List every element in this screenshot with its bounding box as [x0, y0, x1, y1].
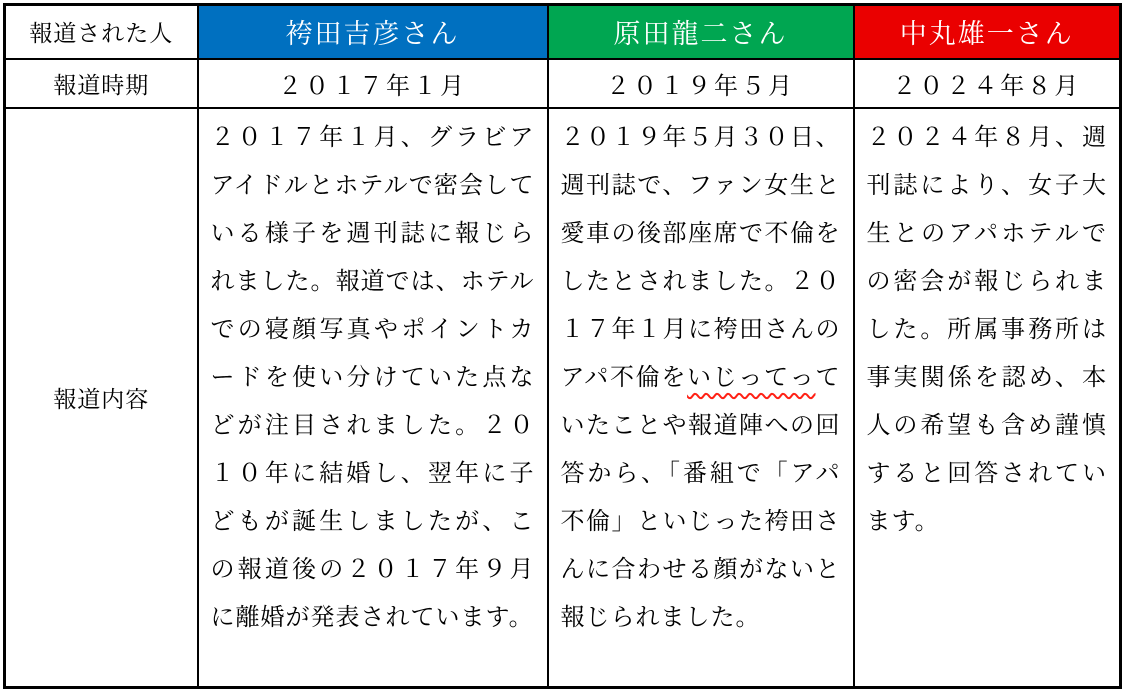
person-header-cell: 袴田吉彦さん — [198, 5, 548, 59]
content-text-pre: ２０２４年８月、週刊誌により、女子大生とのアパホテルでの密会が報じられました。所属事務所は事実関係を認め、本人の希望も含め謹慎すると回答されています。 — [866, 123, 1107, 535]
report-content-cell — [198, 108, 548, 688]
report-content-text — [199, 109, 547, 644]
report-content-text — [855, 109, 1120, 548]
report-content-text — [549, 109, 853, 644]
comparison-table — [3, 3, 1122, 689]
report-content-cell — [854, 108, 1121, 688]
row-label-period: 報道時期 — [5, 59, 198, 108]
content-text-spellcheck-marked: いじってっ — [687, 363, 816, 391]
person-header-cell: 中丸雄一さん — [854, 5, 1121, 59]
report-date-cell: ２０２４年８月 — [854, 59, 1121, 108]
row-label-content: 報道内容 — [5, 108, 198, 688]
row-label-person: 報道された人 — [5, 5, 198, 59]
report-content-cell — [548, 108, 854, 688]
person-header-cell: 原田龍二さん — [548, 5, 854, 59]
report-date-cell: ２０１９年５月 — [548, 59, 854, 108]
content-text-pre: ２０１９年５月３０日、週刊誌で、ファン女生と愛車の後部座席で不倫をしたとされました。２０１７年１月に袴田さんのアパ不倫を — [560, 123, 841, 391]
header-row — [5, 5, 1121, 59]
date-row — [5, 59, 1121, 108]
report-date-cell: ２０１７年１月 — [198, 59, 548, 108]
content-row — [5, 108, 1121, 688]
content-text-pre: ２０１７年１月、グラビアアイドルとホテルで密会している様子を週刊誌に報じられました。報道では、ホテルでの寝顔写真やポイントカードを使い分けていた点などが注目されました。２０１０年に結婚し、翌年に子どもが誕生しましたが、この報道後の２０１７年９月に離婚が発表されています。 — [210, 123, 535, 631]
content-text-post: ていたことや報道陣への回答から、「番組で「アパ不倫」といじった袴田さんに合わせる顔がないと報じられました。 — [560, 363, 841, 631]
